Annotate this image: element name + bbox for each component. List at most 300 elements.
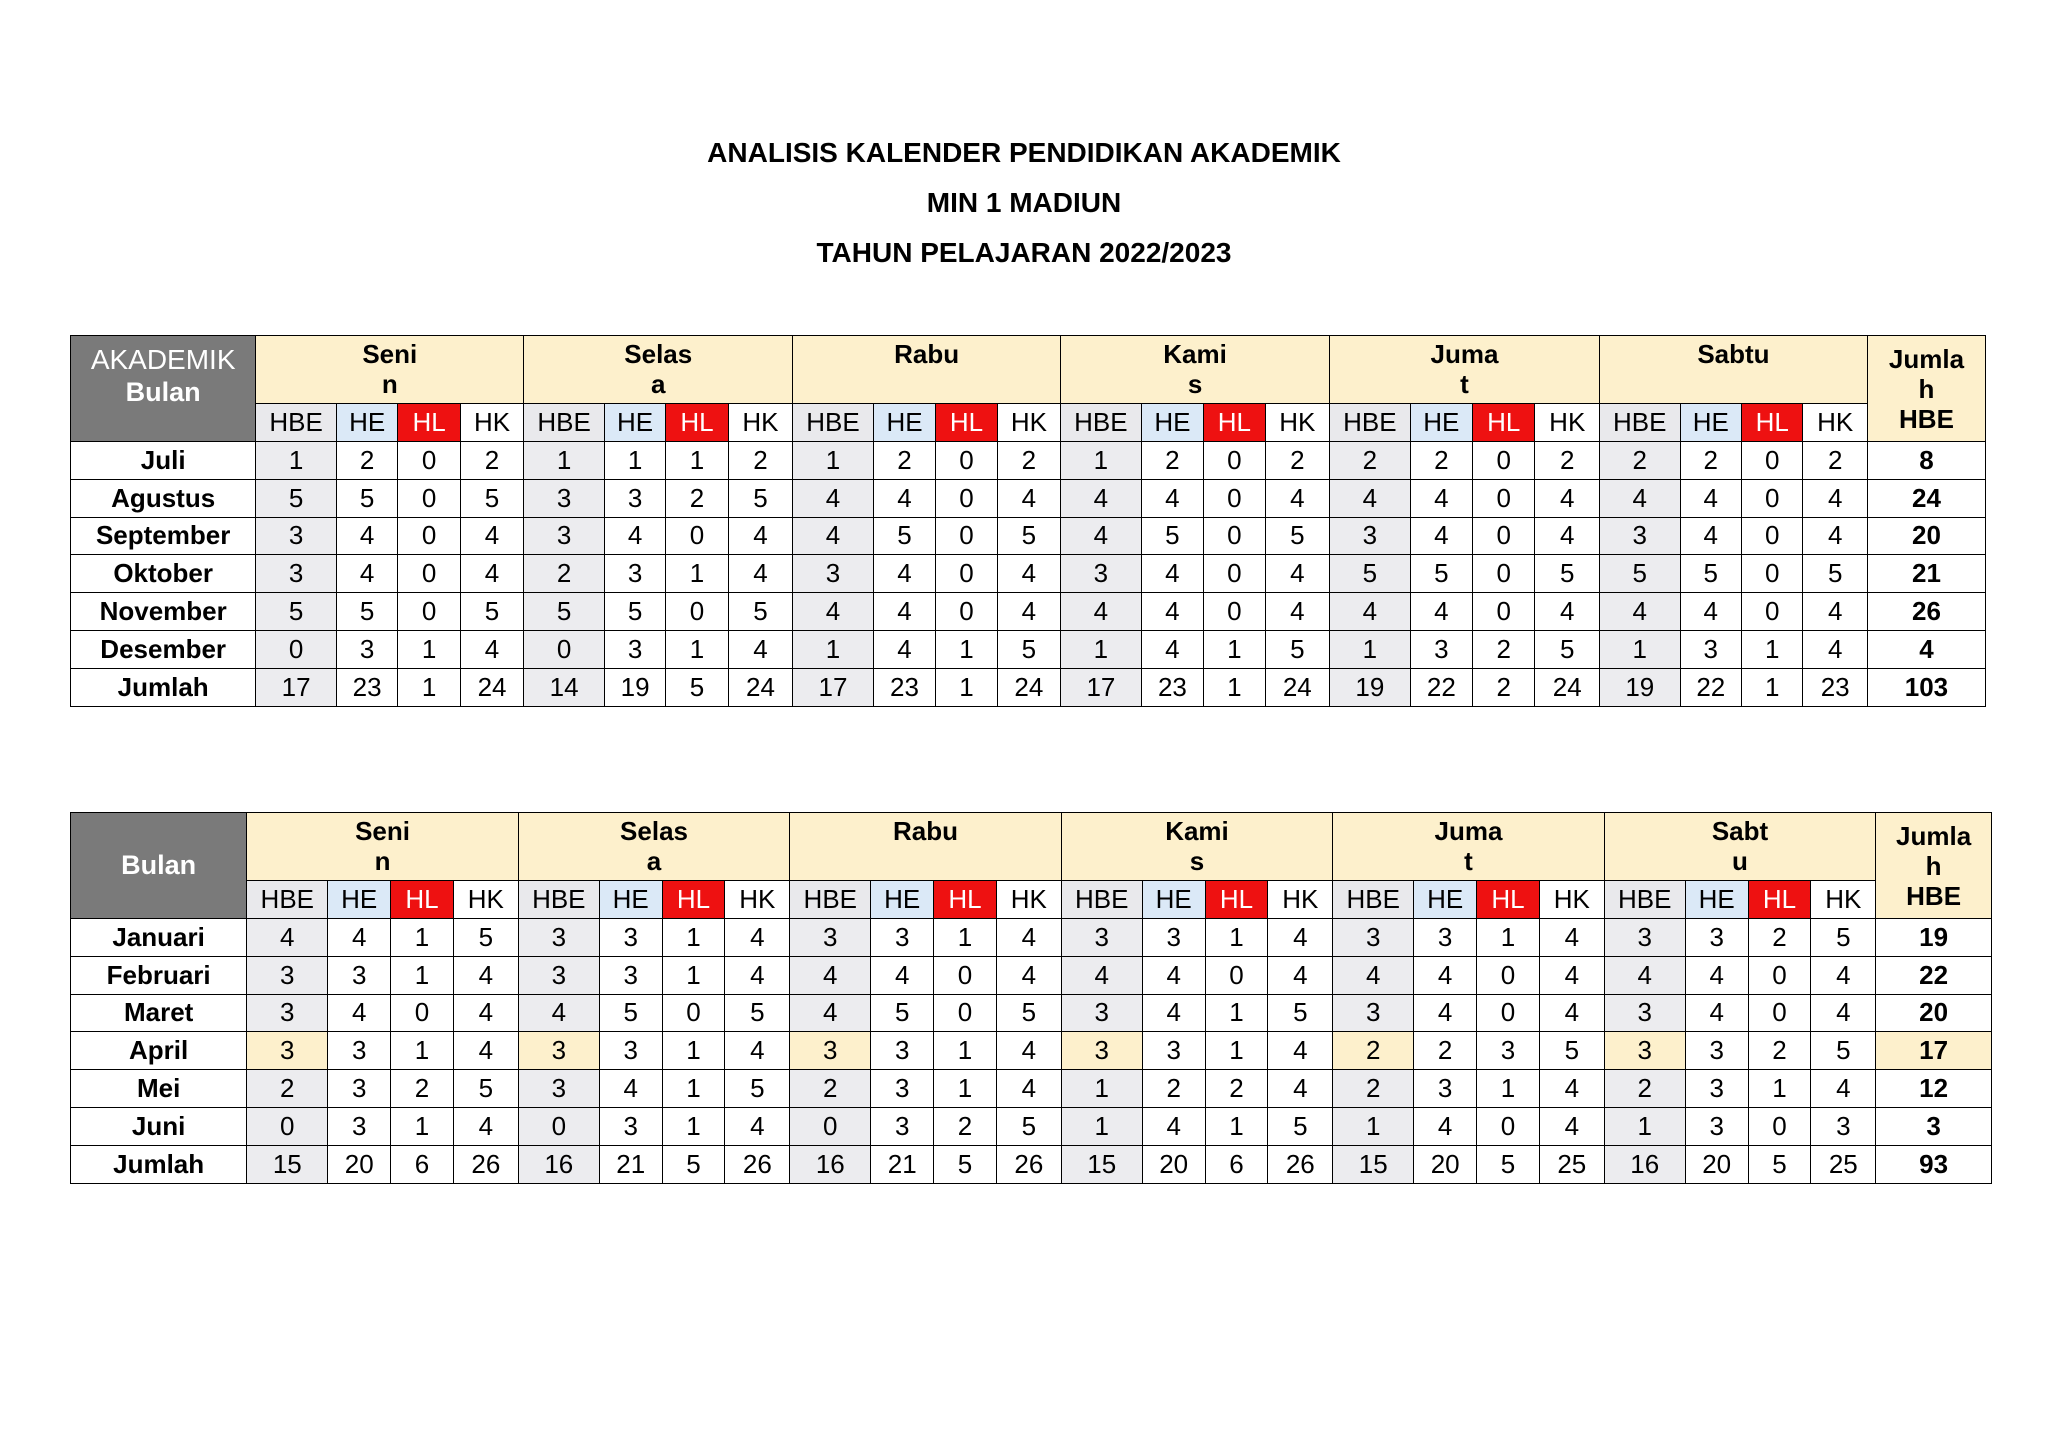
sub-header-he: HE: [873, 404, 935, 442]
value-cell-he: 3: [871, 1032, 934, 1070]
corner-header: [71, 813, 247, 919]
month-cell: Agustus: [71, 479, 256, 517]
value-cell-he: 3: [1685, 1032, 1748, 1070]
day-header: Juma t: [1330, 336, 1600, 404]
school-name: MIN 1 MADIUN: [926, 187, 1122, 218]
value-cell-hk: 4: [725, 1032, 790, 1070]
value-cell-hbe: 3: [518, 956, 599, 994]
table-row: [71, 1070, 1992, 1108]
month-cell: Jumlah: [71, 1145, 247, 1183]
sub-header-he: HE: [604, 404, 665, 442]
value-cell-hl: 0: [934, 956, 997, 994]
sub-header-hl: HL: [934, 881, 997, 919]
sub-header-hk: HK: [1535, 404, 1600, 442]
value-cell-hl: 0: [936, 555, 997, 593]
value-cell-he: 3: [328, 1070, 391, 1108]
page-title: ANALISIS KALENDER PENDIDIKAN AKADEMIK: [707, 137, 1341, 168]
value-cell-he: 3: [1414, 1070, 1477, 1108]
value-cell-hl: 0: [1204, 479, 1265, 517]
sub-header-hk: HK: [1268, 881, 1333, 919]
month-cell: Oktober: [71, 555, 256, 593]
value-cell-hl: 0: [1742, 479, 1803, 517]
sub-header-he: HE: [871, 881, 934, 919]
value-cell-hbe: 3: [1333, 919, 1414, 957]
value-cell-hbe: 3: [793, 555, 874, 593]
value-cell-hbe: 0: [790, 1107, 871, 1145]
value-cell-hbe: 5: [1330, 555, 1411, 593]
value-cell-hbe: 16: [1604, 1145, 1685, 1183]
value-cell-hl: 2: [666, 479, 728, 517]
month-cell: Maret: [71, 994, 247, 1032]
value-cell-hbe: 4: [1061, 956, 1142, 994]
month-cell: Desember: [71, 630, 256, 668]
value-cell-hbe: 15: [247, 1145, 328, 1183]
total-hbe-cell: 103: [1867, 668, 1985, 706]
value-cell-he: 3: [1410, 630, 1472, 668]
value-cell-hbe: 2: [1330, 442, 1411, 480]
sub-header-hl: HL: [1204, 404, 1265, 442]
value-cell-hbe: 1: [1333, 1107, 1414, 1145]
value-cell-hbe: 3: [1061, 919, 1142, 957]
value-cell-he: 4: [336, 555, 397, 593]
total-hbe-cell: 22: [1876, 956, 1992, 994]
value-cell-hk: 26: [725, 1145, 790, 1183]
value-cell-hbe: 4: [1061, 593, 1142, 631]
sub-header-he: HE: [1680, 404, 1741, 442]
sub-header-hk: HK: [1803, 404, 1868, 442]
sub-header-hl: HL: [1742, 404, 1803, 442]
value-cell-hbe: 1: [524, 442, 605, 480]
value-cell-hk: 4: [1811, 1070, 1876, 1108]
value-cell-hk: 2: [997, 442, 1060, 480]
value-cell-hk: 3: [1811, 1107, 1876, 1145]
value-cell-hbe: 17: [793, 668, 874, 706]
value-cell-he: 3: [599, 956, 662, 994]
value-cell-hl: 0: [398, 593, 460, 631]
value-cell-hk: 5: [996, 994, 1061, 1032]
month-cell: Januari: [71, 919, 247, 957]
value-cell-he: 3: [599, 1032, 662, 1070]
day-header: Selas a: [524, 336, 793, 404]
value-cell-he: 3: [1414, 919, 1477, 957]
value-cell-hk: 5: [1811, 1032, 1876, 1070]
value-cell-hk: 4: [453, 1032, 518, 1070]
value-cell-hl: 3: [1477, 1032, 1540, 1070]
value-cell-hl: 0: [1204, 593, 1265, 631]
total-header-unit: HBE: [1899, 403, 1954, 434]
value-cell-he: 20: [328, 1145, 391, 1183]
value-cell-hl: 0: [1204, 555, 1265, 593]
corner-label-akademik: AKADEMIK: [90, 344, 236, 375]
value-cell-hbe: 16: [518, 1145, 599, 1183]
value-cell-hbe: 4: [793, 593, 874, 631]
value-cell-he: 3: [604, 555, 665, 593]
value-cell-hl: 1: [1205, 1032, 1268, 1070]
value-cell-hl: 0: [1204, 442, 1265, 480]
total-header-unit: HBE: [1906, 880, 1962, 911]
sub-header-he: HE: [1414, 881, 1477, 919]
value-cell-he: 5: [871, 994, 934, 1032]
value-cell-hl: 0: [936, 517, 997, 555]
value-cell-he: 5: [599, 994, 662, 1032]
value-cell-hl: 1: [662, 956, 725, 994]
value-cell-he: 22: [1410, 668, 1472, 706]
value-cell-hl: 0: [1742, 442, 1803, 480]
value-cell-hbe: 3: [518, 919, 599, 957]
sub-header-hk: HK: [460, 404, 524, 442]
value-cell-he: 21: [871, 1145, 934, 1183]
value-cell-he: 3: [1685, 1070, 1748, 1108]
value-cell-hl: 2: [391, 1070, 454, 1108]
academic-year: TAHUN PELAJARAN 2022/2023: [816, 237, 1232, 268]
value-cell-hk: 5: [1265, 630, 1329, 668]
calendar-table-semester-1: [70, 335, 1986, 707]
total-hbe-cell: 4: [1867, 630, 1985, 668]
value-cell-hk: 4: [1539, 994, 1604, 1032]
value-cell-hk: 4: [1265, 593, 1329, 631]
value-cell-hbe: 4: [793, 517, 874, 555]
value-cell-hl: 1: [391, 919, 454, 957]
value-cell-hk: 4: [453, 994, 518, 1032]
table-row: [71, 517, 1986, 555]
value-cell-hk: 5: [1811, 919, 1876, 957]
value-cell-hbe: 4: [1330, 593, 1411, 631]
value-cell-he: 3: [336, 630, 397, 668]
value-cell-he: 4: [328, 919, 391, 957]
value-cell-hk: 24: [728, 668, 792, 706]
value-cell-hbe: 5: [256, 479, 337, 517]
value-cell-hl: 5: [666, 668, 728, 706]
value-cell-hl: 0: [398, 555, 460, 593]
page-title-block: [0, 128, 2048, 278]
value-cell-hk: 4: [997, 479, 1060, 517]
value-cell-he: 4: [873, 630, 935, 668]
value-cell-hl: 2: [1748, 1032, 1811, 1070]
value-cell-hbe: 16: [790, 1145, 871, 1183]
value-cell-hbe: 2: [1333, 1070, 1414, 1108]
value-cell-he: 4: [1680, 517, 1741, 555]
value-cell-hk: 5: [460, 593, 524, 631]
value-cell-he: 19: [604, 668, 665, 706]
value-cell-hl: 1: [1205, 1107, 1268, 1145]
value-cell-hk: 4: [997, 555, 1060, 593]
value-cell-hl: 0: [1473, 479, 1535, 517]
value-cell-hbe: 2: [1604, 1070, 1685, 1108]
sub-header-he: HE: [1142, 881, 1205, 919]
sub-header-hk: HK: [1539, 881, 1604, 919]
value-cell-hl: 5: [934, 1145, 997, 1183]
value-cell-he: 2: [1414, 1032, 1477, 1070]
value-cell-he: 3: [1685, 1107, 1748, 1145]
value-cell-he: 4: [336, 517, 397, 555]
value-cell-hl: 1: [1205, 919, 1268, 957]
total-header-label: Jumla h: [1896, 820, 1972, 881]
value-cell-hl: 0: [1748, 956, 1811, 994]
value-cell-he: 5: [336, 593, 397, 631]
value-cell-hbe: 1: [1061, 630, 1142, 668]
value-cell-hk: 4: [1535, 593, 1600, 631]
value-cell-hl: 1: [662, 1107, 725, 1145]
sub-header-hl: HL: [1473, 404, 1535, 442]
sub-header-hk: HK: [1811, 881, 1876, 919]
sub-header-hk: HK: [997, 404, 1060, 442]
total-hbe-cell: 20: [1876, 994, 1992, 1032]
value-cell-hl: 6: [391, 1145, 454, 1183]
value-cell-hbe: 1: [1061, 442, 1142, 480]
corner-header: [71, 336, 256, 442]
value-cell-he: 23: [336, 668, 397, 706]
value-cell-he: 20: [1142, 1145, 1205, 1183]
value-cell-hk: 4: [1268, 1032, 1333, 1070]
value-cell-hbe: 1: [1061, 1070, 1142, 1108]
value-cell-hl: 0: [1473, 593, 1535, 631]
value-cell-hbe: 3: [1604, 994, 1685, 1032]
value-cell-hbe: 4: [790, 956, 871, 994]
total-hbe-cell: 8: [1867, 442, 1985, 480]
value-cell-hl: 0: [1742, 593, 1803, 631]
value-cell-hk: 2: [1265, 442, 1329, 480]
value-cell-he: 5: [1141, 517, 1203, 555]
value-cell-hl: 1: [662, 919, 725, 957]
value-cell-hbe: 3: [247, 956, 328, 994]
value-cell-he: 3: [604, 479, 665, 517]
value-cell-hk: 5: [453, 919, 518, 957]
value-cell-hk: 5: [1803, 555, 1868, 593]
value-cell-hk: 4: [1535, 479, 1600, 517]
value-cell-he: 5: [873, 517, 935, 555]
value-cell-hk: 5: [725, 1070, 790, 1108]
value-cell-hbe: 0: [247, 1107, 328, 1145]
month-cell: September: [71, 517, 256, 555]
sub-header-hbe: HBE: [1061, 404, 1142, 442]
value-cell-he: 1: [604, 442, 665, 480]
table-row: [71, 1107, 1992, 1145]
table-row: [71, 630, 1986, 668]
value-cell-hl: 1: [1204, 668, 1265, 706]
value-cell-he: 23: [873, 668, 935, 706]
total-hbe-cell: 3: [1876, 1107, 1992, 1145]
value-cell-hk: 4: [997, 593, 1060, 631]
value-cell-he: 4: [1414, 1107, 1477, 1145]
corner-label-bulan: Bulan: [125, 377, 201, 407]
total-hbe-header: [1876, 813, 1992, 919]
value-cell-he: 2: [1141, 442, 1203, 480]
value-cell-he: 22: [1680, 668, 1741, 706]
value-cell-hk: 4: [1265, 555, 1329, 593]
value-cell-hl: 1: [391, 1107, 454, 1145]
value-cell-hbe: 3: [524, 479, 605, 517]
value-cell-hbe: 1: [1604, 1107, 1685, 1145]
value-cell-hk: 4: [725, 1107, 790, 1145]
value-cell-hk: 2: [1535, 442, 1600, 480]
value-cell-he: 4: [1685, 994, 1748, 1032]
sub-header-hl: HL: [662, 881, 725, 919]
value-cell-hk: 5: [460, 479, 524, 517]
sub-header-hl: HL: [391, 881, 454, 919]
value-cell-hbe: 4: [793, 479, 874, 517]
value-cell-he: 20: [1414, 1145, 1477, 1183]
value-cell-he: 23: [1141, 668, 1203, 706]
value-cell-hl: 0: [398, 517, 460, 555]
calendar-table-semester-2: [70, 812, 1992, 1184]
value-cell-hk: 4: [728, 630, 792, 668]
value-cell-hbe: 0: [518, 1107, 599, 1145]
value-cell-hl: 0: [1473, 442, 1535, 480]
value-cell-hbe: 3: [1604, 919, 1685, 957]
value-cell-hbe: 4: [790, 994, 871, 1032]
day-header: Rabu: [793, 336, 1061, 404]
value-cell-hbe: 5: [524, 593, 605, 631]
value-cell-he: 3: [871, 1070, 934, 1108]
value-cell-hbe: 1: [1061, 1107, 1142, 1145]
value-cell-hl: 0: [662, 994, 725, 1032]
value-cell-he: 4: [1410, 593, 1472, 631]
value-cell-hbe: 19: [1599, 668, 1680, 706]
sub-header-hbe: HBE: [1333, 881, 1414, 919]
value-cell-hk: 4: [460, 555, 524, 593]
value-cell-he: 4: [1142, 1107, 1205, 1145]
value-cell-hbe: 1: [1599, 630, 1680, 668]
value-cell-hk: 4: [1539, 1070, 1604, 1108]
value-cell-hbe: 17: [1061, 668, 1142, 706]
value-cell-he: 4: [1410, 479, 1472, 517]
value-cell-hbe: 3: [256, 555, 337, 593]
sub-header-he: HE: [328, 881, 391, 919]
value-cell-he: 4: [1141, 479, 1203, 517]
value-cell-he: 2: [1410, 442, 1472, 480]
value-cell-hl: 0: [398, 442, 460, 480]
value-cell-hl: 0: [1477, 1107, 1540, 1145]
value-cell-hbe: 2: [1599, 442, 1680, 480]
value-cell-hbe: 19: [1330, 668, 1411, 706]
value-cell-he: 4: [604, 517, 665, 555]
value-cell-hk: 4: [728, 555, 792, 593]
value-cell-hk: 5: [997, 517, 1060, 555]
total-hbe-cell: 21: [1867, 555, 1985, 593]
value-cell-he: 4: [873, 479, 935, 517]
table-row: [71, 555, 1986, 593]
day-header: Kami s: [1061, 813, 1332, 881]
value-cell-hbe: 3: [518, 1070, 599, 1108]
value-cell-he: 4: [1141, 630, 1203, 668]
value-cell-hbe: 3: [247, 1032, 328, 1070]
value-cell-hk: 4: [1539, 1107, 1604, 1145]
value-cell-hl: 1: [398, 668, 460, 706]
value-cell-he: 3: [1142, 1032, 1205, 1070]
sub-header-hbe: HBE: [793, 404, 874, 442]
table-row: [71, 668, 1986, 706]
day-header: Selas a: [518, 813, 789, 881]
value-cell-hl: 1: [936, 668, 997, 706]
sub-header-hk: HK: [453, 881, 518, 919]
value-cell-hbe: 15: [1333, 1145, 1414, 1183]
day-header: Kami s: [1061, 336, 1330, 404]
value-cell-hl: 1: [666, 630, 728, 668]
value-cell-hl: 0: [1473, 517, 1535, 555]
value-cell-he: 3: [604, 630, 665, 668]
value-cell-he: 5: [336, 479, 397, 517]
sub-header-hk: HK: [725, 881, 790, 919]
value-cell-hl: 0: [398, 479, 460, 517]
value-cell-hl: 1: [934, 919, 997, 957]
total-hbe-cell: 26: [1867, 593, 1985, 631]
value-cell-hbe: 4: [1061, 479, 1142, 517]
value-cell-hbe: 0: [256, 630, 337, 668]
value-cell-hk: 5: [1535, 555, 1600, 593]
value-cell-hk: 23: [1803, 668, 1868, 706]
value-cell-hl: 1: [398, 630, 460, 668]
month-cell: April: [71, 1032, 247, 1070]
value-cell-hl: 1: [1748, 1070, 1811, 1108]
total-hbe-header: [1867, 336, 1985, 442]
value-cell-hk: 4: [996, 919, 1061, 957]
value-cell-hl: 1: [662, 1070, 725, 1108]
value-cell-hbe: 3: [1061, 1032, 1142, 1070]
value-cell-hk: 25: [1539, 1145, 1604, 1183]
value-cell-hk: 24: [997, 668, 1060, 706]
value-cell-he: 3: [1685, 919, 1748, 957]
value-cell-hl: 1: [391, 956, 454, 994]
sub-header-hbe: HBE: [524, 404, 605, 442]
value-cell-hl: 0: [934, 994, 997, 1032]
value-cell-hk: 26: [453, 1145, 518, 1183]
value-cell-hk: 4: [996, 1032, 1061, 1070]
value-cell-hk: 5: [728, 593, 792, 631]
value-cell-hk: 5: [1268, 1107, 1333, 1145]
value-cell-hl: 2: [1748, 919, 1811, 957]
table-row: [71, 956, 1992, 994]
value-cell-he: 4: [1410, 517, 1472, 555]
value-cell-he: 4: [1141, 593, 1203, 631]
sub-header-hk: HK: [1265, 404, 1329, 442]
sub-header-hl: HL: [666, 404, 728, 442]
sub-header-he: HE: [1141, 404, 1203, 442]
value-cell-hbe: 4: [1330, 479, 1411, 517]
value-cell-hl: 1: [1477, 919, 1540, 957]
value-cell-hbe: 4: [1061, 517, 1142, 555]
value-cell-he: 4: [1414, 994, 1477, 1032]
value-cell-hk: 5: [997, 630, 1060, 668]
value-cell-he: 4: [873, 555, 935, 593]
day-header: Sabt u: [1604, 813, 1876, 881]
value-cell-hbe: 3: [790, 919, 871, 957]
table-row: [71, 1032, 1992, 1070]
month-cell: November: [71, 593, 256, 631]
value-cell-hbe: 4: [1599, 479, 1680, 517]
month-cell: Juni: [71, 1107, 247, 1145]
total-hbe-cell: 12: [1876, 1070, 1992, 1108]
value-cell-hk: 26: [1268, 1145, 1333, 1183]
value-cell-he: 4: [873, 593, 935, 631]
sub-header-he: HE: [1410, 404, 1472, 442]
month-cell: Februari: [71, 956, 247, 994]
sub-header-hk: HK: [996, 881, 1061, 919]
value-cell-hbe: 3: [256, 517, 337, 555]
value-cell-hk: 4: [453, 1107, 518, 1145]
value-cell-hl: 0: [1742, 555, 1803, 593]
value-cell-hbe: 4: [1599, 593, 1680, 631]
value-cell-he: 3: [871, 919, 934, 957]
table-row: [71, 919, 1992, 957]
value-cell-hbe: 5: [1599, 555, 1680, 593]
value-cell-hk: 4: [1811, 994, 1876, 1032]
value-cell-hl: 1: [391, 1032, 454, 1070]
value-cell-hl: 1: [1205, 994, 1268, 1032]
value-cell-hl: 0: [1748, 994, 1811, 1032]
value-cell-hk: 5: [728, 479, 792, 517]
value-cell-hbe: 2: [790, 1070, 871, 1108]
value-cell-he: 4: [1142, 994, 1205, 1032]
